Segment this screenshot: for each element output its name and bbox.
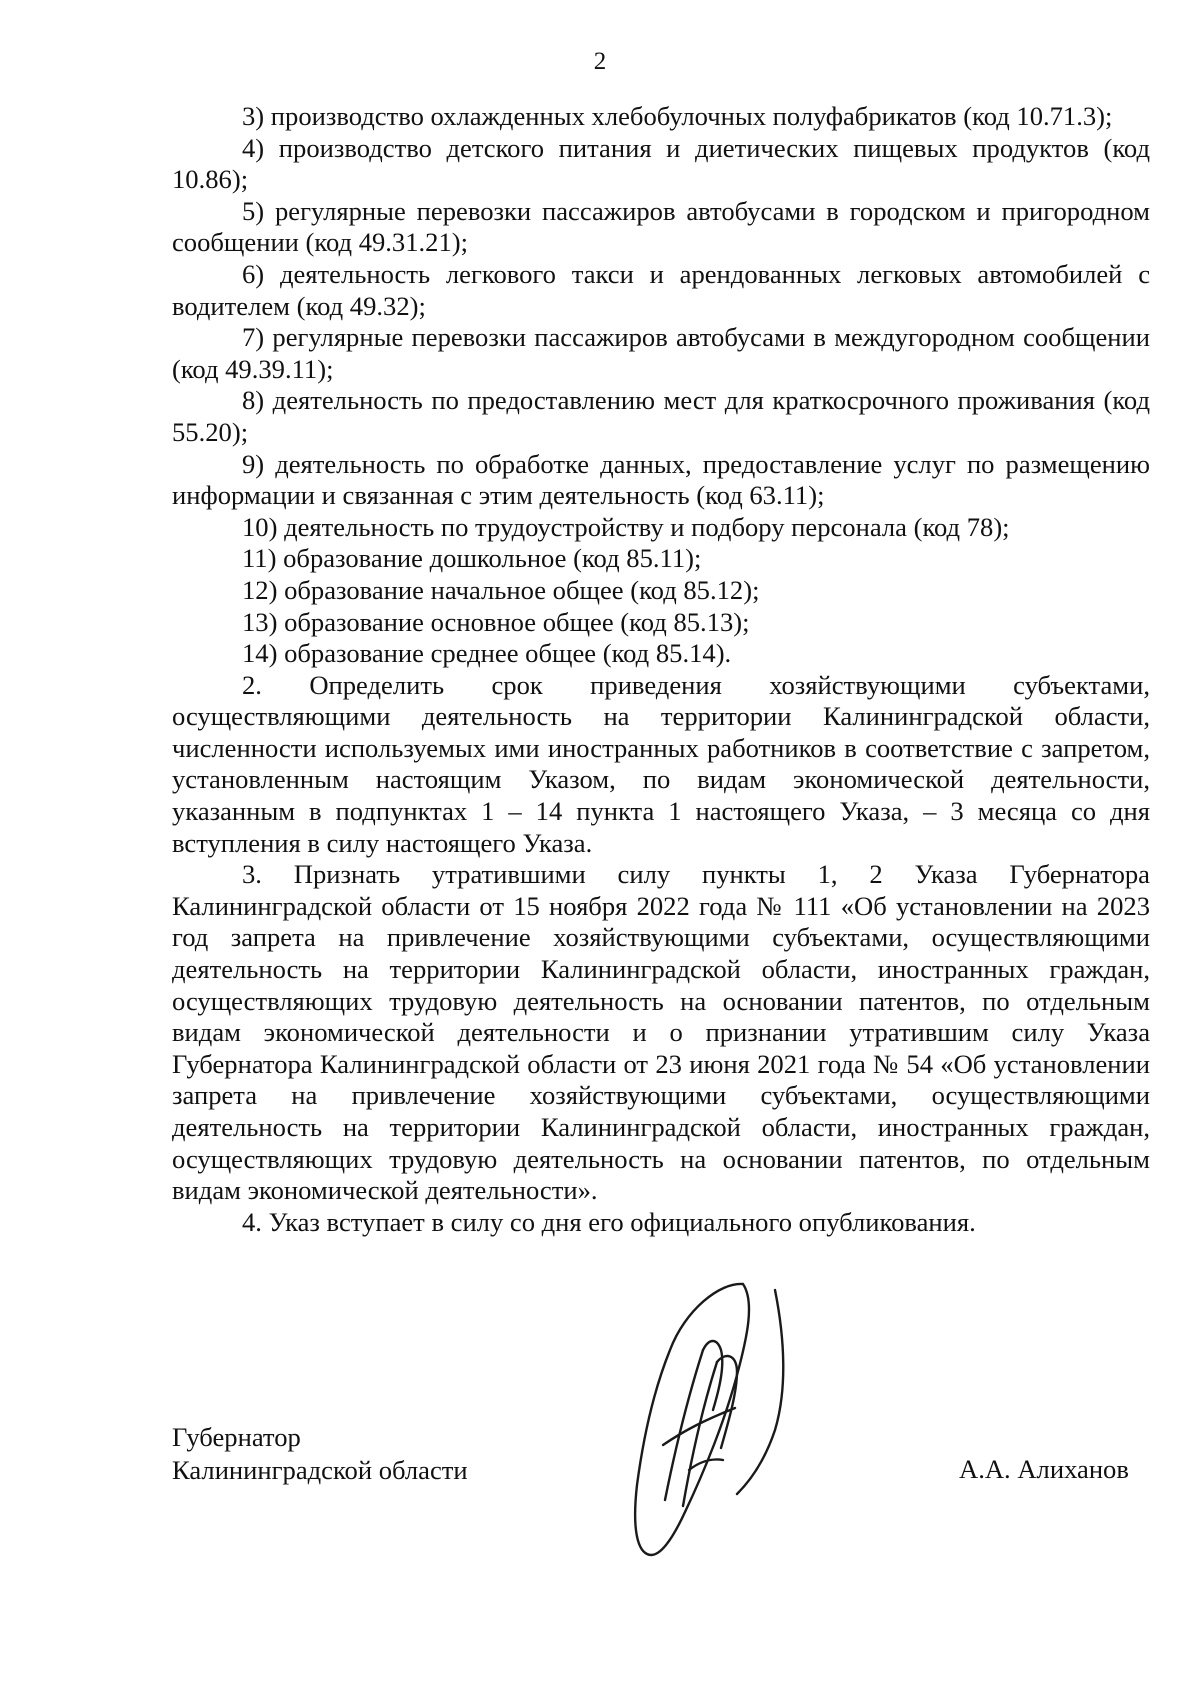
signatory-position bbox=[172, 1421, 468, 1486]
list-item-7: 7) регулярные перевозки пассажиров автобусами в междугородном сообщении (код 49.39.11); bbox=[172, 322, 1150, 384]
list-item-14: 14) образование среднее общее (код 85.14). bbox=[242, 638, 732, 669]
list-item-11: 11) образование дошкольное (код 85.11); bbox=[242, 543, 702, 574]
handwritten-signature bbox=[625, 1280, 795, 1560]
list-item-12: 12) образование начальное общее (код 85.12); bbox=[242, 574, 760, 605]
page-number: 2 bbox=[593, 48, 607, 75]
signatory-name: А.А. Алиханов bbox=[959, 1454, 1129, 1484]
signatory-position-line2: Калининградской области bbox=[172, 1454, 468, 1485]
list-item-6: 6) деятельность легкового такси и арендованных легковых автомобилей с водителем (код 49.32); bbox=[172, 258, 1150, 321]
list-item-3: 3) производство охлажденных хлебобулочных полуфабрикатов (код 10.71.3); bbox=[242, 101, 1113, 131]
clause-2: 2. Определить срок приведения хозяйствующими субъектами, осуществляющими деятельность на территории Калининградской области, численности используемых ими иностранных работников в соответствие с запретом, установленным настоящим Указом, по видам экономической деятельности, указанным в подпунктах 1 – 14 пункта 1 настоящего Указа, – 3 месяца со дня вступления в силу настоящего Указа. bbox=[172, 669, 1150, 858]
list-item-13: 13) образование основное общее (код 85.13); bbox=[242, 606, 750, 637]
list-item-9: 9) деятельность по обработке данных, предоставление услуг по размещению информации и связанная с этим деятельность (код 63.11); bbox=[172, 448, 1150, 511]
clause-4: 4. Указ вступает в силу со дня его официального опубликования. bbox=[242, 1206, 976, 1237]
list-item-5: 5) регулярные перевозки пассажиров автобусами в городском и пригородном сообщении (код 49.31.21); bbox=[172, 195, 1150, 258]
list-item-8: 8) деятельность по предоставлению мест для краткосрочного проживания (код 55.20); bbox=[172, 385, 1150, 447]
clause-3: 3. Признать утратившими силу пункты 1, 2 Указа Губернатора Калининградской области от 15 ноября 2022 года № 111 «Об установлении на 2023 год запрета на привлечение хозяйствующими субъектами, осуществляющими деятельность на территории Калининградской области, иностранных граждан, осуществляющих трудовую деятельность на основании патентов, по отдельным видам экономической деятельности и о признании утратившим силу Указа Губернатора Калининградской области от 23 июня 2021 года № 54 «Об установлении запрета на привлечение хозяйствующими субъектами, осуществляющими деятельность на территории Калининградской области, иностранных граждан, осуществляющих трудовую деятельность на основании патентов, по отдельным видам экономической деятельности». bbox=[172, 859, 1150, 1206]
list-item-4: 4) производство детского питания и диетических пищевых продуктов (код 10.86); bbox=[172, 132, 1150, 195]
list-item-10: 10) деятельность по трудоустройству и подбору персонала (код 78); bbox=[242, 511, 1010, 542]
signatory-position-line1: Губернатор bbox=[172, 1422, 301, 1452]
